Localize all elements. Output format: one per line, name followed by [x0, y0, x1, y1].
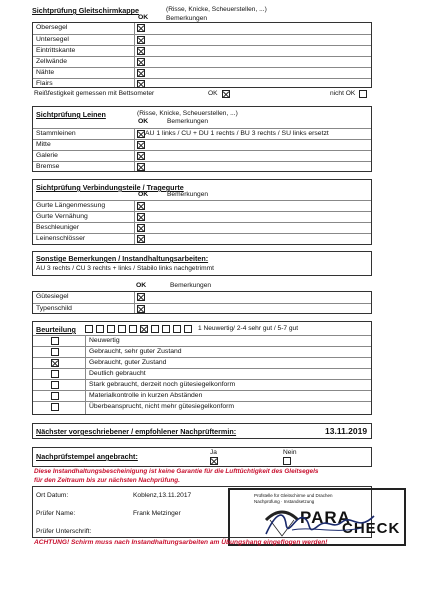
lines-item-label: Mitte: [36, 141, 51, 148]
porosity-not-ok-label: nicht OK: [330, 90, 356, 97]
canopy-item-label: Eintrittskante: [36, 47, 76, 54]
seal-table: [32, 291, 372, 314]
stamp-applied-label: Nachprüfstempel angebracht:: [36, 452, 138, 461]
lines-item-label: Bremse: [36, 163, 60, 170]
seal-ok-checkbox[interactable]: [137, 293, 145, 301]
connectors-section: [32, 179, 372, 245]
rating-row: [33, 346, 371, 357]
rating-checkbox[interactable]: [51, 381, 59, 389]
sign-label: Prüfer Unterschrift:: [36, 528, 92, 535]
place-label: Ort Datum:: [36, 492, 69, 499]
canopy-title: Sichtprüfung Gleitschirmkappe: [32, 6, 140, 15]
name-label: Prüfer Name:: [36, 510, 76, 517]
seal-row: [33, 303, 371, 314]
canopy-ok-checkbox[interactable]: [137, 36, 145, 44]
connectors-row: [33, 233, 371, 244]
connectors-remarks-header: Bemerkungen: [167, 191, 209, 198]
rating-row: [33, 335, 371, 346]
lines-table: [33, 128, 371, 171]
rating-item-label: Stark gebraucht, derzeit noch gütesiegelkonform: [89, 381, 236, 388]
rating-scale-checkbox[interactable]: [118, 325, 126, 333]
lines-item-label: Galerie: [36, 152, 58, 159]
stamp-yes-label: Ja: [210, 449, 217, 456]
seal-item-label: Typenschild: [36, 305, 72, 312]
porosity-ok-checkbox[interactable]: [222, 90, 230, 98]
seal-row: [33, 292, 371, 303]
lines-title: Sichtprüfung Leinen: [36, 110, 106, 119]
connectors-table: [33, 200, 371, 244]
rating-checkbox[interactable]: [51, 359, 59, 367]
connectors-row: [33, 222, 371, 233]
canopy-note: (Risse, Knicke, Scheuerstellen, ...): [166, 6, 267, 13]
canopy-ok-checkbox[interactable]: [137, 69, 145, 77]
place-value: Koblenz,13.11.2017: [133, 492, 192, 499]
rating-item-label: Gebraucht, guter Zustand: [89, 359, 167, 366]
handwritten-signature-icon: [262, 504, 382, 544]
next-check-section: [32, 423, 372, 439]
connectors-item-label: Leinenschlösser: [36, 235, 86, 242]
rating-item-label: Neuwertig: [89, 337, 120, 344]
canopy-row: [33, 56, 371, 67]
canopy-ok-checkbox[interactable]: [137, 58, 145, 66]
canopy-row: [33, 34, 371, 45]
lines-note: (Risse, Knicke, Scheuerstellen, ...): [137, 110, 238, 117]
stamp-no-label: Nein: [283, 449, 297, 456]
stamp-yes-checkbox[interactable]: [210, 457, 218, 465]
other-title: Sonstige Bemerkungen / Instandhaltungsarbeiten:: [36, 254, 209, 263]
stamp-applied-section: [32, 447, 372, 467]
disclaimer-line2: für den Zeitraum bis zur nächsten Nachprüfung.: [34, 477, 180, 484]
connectors-ok-checkbox[interactable]: [137, 224, 145, 232]
canopy-item-label: Obersegel: [36, 24, 68, 31]
rating-item-label: Überbeansprucht, nicht mehr gütesiegelkonform: [89, 403, 235, 410]
lines-ok-checkbox[interactable]: [137, 130, 145, 138]
seal-ok-checkbox[interactable]: [137, 305, 145, 313]
rating-row: [33, 368, 371, 379]
lines-ok-checkbox[interactable]: [137, 163, 145, 171]
lines-row: [33, 150, 371, 161]
connectors-item-label: Beschleuniger: [36, 224, 80, 231]
rating-row: [33, 357, 371, 368]
canopy-ok-checkbox[interactable]: [137, 24, 145, 32]
connectors-item-label: Gurte Vernähung: [36, 213, 88, 220]
seal-item-label: Gütesiegel: [36, 293, 69, 300]
rating-scale-checkbox[interactable]: [151, 325, 159, 333]
connectors-ok-checkbox[interactable]: [137, 213, 145, 221]
rating-item-label: Deutlich gebraucht: [89, 370, 146, 377]
connectors-title: Sichtprüfung Verbindungsteile / Tragegurte: [36, 183, 184, 192]
rating-checkbox[interactable]: [51, 337, 59, 345]
next-check-date: 13.11.2019: [325, 426, 368, 436]
porosity-label: Reißfestigkeit gemessen mit Bettsometer: [34, 90, 155, 97]
connectors-row: [33, 200, 371, 211]
rating-section: [32, 321, 372, 415]
rating-scale-checkbox[interactable]: [107, 325, 115, 333]
canopy-remarks-header: Bemerkungen: [166, 15, 208, 22]
canopy-item-label: Nähte: [36, 69, 55, 76]
rating-title: Beurteilung: [36, 325, 76, 334]
canopy-ok-header: OK: [138, 14, 149, 21]
rating-scale-checkbox[interactable]: [173, 325, 181, 333]
connectors-item-label: Gurte Längenmessung: [36, 202, 106, 209]
canopy-row: [33, 78, 371, 89]
lines-ok-header: OK: [138, 118, 149, 125]
rating-scale-checkbox[interactable]: [162, 325, 170, 333]
connectors-ok-checkbox[interactable]: [137, 202, 145, 210]
canopy-item-label: Flairs: [36, 80, 53, 87]
other-text: AU 3 rechts / CU 3 rechts + links / Stabilo links nachgetrimmt: [36, 265, 214, 272]
rating-scale-checkbox[interactable]: [140, 325, 148, 333]
stamp-text-left: PARA: [300, 508, 351, 527]
rating-scale-checkbox[interactable]: [96, 325, 104, 333]
rating-scale-checkbox[interactable]: [184, 325, 192, 333]
name-value: Frank Metzinger: [133, 510, 181, 517]
lines-ok-checkbox[interactable]: [137, 152, 145, 160]
rating-row: [33, 390, 371, 401]
canopy-row: [33, 23, 371, 34]
seal-remarks-header: Bemerkungen: [170, 282, 212, 289]
rating-item-label: Gebraucht, sehr guter Zustand: [89, 348, 182, 355]
rating-checkbox[interactable]: [51, 348, 59, 356]
lines-row: [33, 128, 371, 139]
rating-item-label: Materialkontrolle in kurzen Abständen: [89, 392, 203, 399]
seal-ok-header: OK: [136, 282, 147, 289]
canopy-ok-checkbox[interactable]: [137, 47, 145, 55]
canopy-item-label: Untersegel: [36, 36, 69, 43]
lines-item-remark: AU 1 links / CU + DU 1 rechts / BU 3 rechts / SU links ersetzt: [145, 130, 329, 137]
lines-section: [32, 106, 372, 172]
rating-scale-text: 1 Neuwertig/ 2-4 sehr gut / 5-7 gut: [198, 325, 299, 332]
lines-item-label: Stammleinen: [36, 130, 76, 137]
canopy-item-label: Zellwände: [36, 58, 67, 65]
canopy-ok-checkbox[interactable]: [137, 80, 145, 88]
lines-remarks-header: Bemerkungen: [167, 118, 209, 125]
rating-row: [33, 401, 371, 412]
rating-scale-checkbox[interactable]: [85, 325, 93, 333]
warning-text: ACHTUNG! Schirm muss nach Instandhaltungsarbeiten am Übungshang eingeflogen werden!: [34, 539, 328, 546]
canopy-row: [33, 45, 371, 56]
stamp-text-right: CHECK: [342, 520, 401, 537]
rating-checkbox[interactable]: [51, 403, 59, 411]
lines-row: [33, 139, 371, 150]
other-section: [32, 251, 372, 276]
stamp-small-line: Nachprüfung · Instandsetzung: [254, 499, 315, 504]
connectors-ok-header: OK: [138, 191, 149, 198]
next-check-label: Nächster vorgeschriebener / empfohlener Nachprüftermin:: [36, 427, 237, 436]
lines-row: [33, 161, 371, 172]
stamp-no-checkbox[interactable]: [283, 457, 291, 465]
canopy-row: [33, 67, 371, 78]
porosity-ok-label: OK: [208, 90, 218, 97]
connectors-row: [33, 211, 371, 222]
rating-scale-checkbox[interactable]: [129, 325, 137, 333]
rating-checkbox[interactable]: [51, 392, 59, 400]
stamp-small-line: Prüfstelle für Gleitschirme und Drachen: [254, 493, 333, 498]
porosity-not-ok-checkbox[interactable]: [359, 90, 367, 98]
rating-checkbox[interactable]: [51, 370, 59, 378]
connectors-ok-checkbox[interactable]: [137, 235, 145, 243]
lines-ok-checkbox[interactable]: [137, 141, 145, 149]
rating-table: [33, 335, 371, 414]
disclaimer-line1: Diese Instandhaltungsbescheinigung ist keine Garantie für die Lufttüchtigkeit des Gleitsegels: [34, 468, 319, 475]
rating-row: [33, 379, 371, 390]
canopy-table: [32, 22, 372, 88]
